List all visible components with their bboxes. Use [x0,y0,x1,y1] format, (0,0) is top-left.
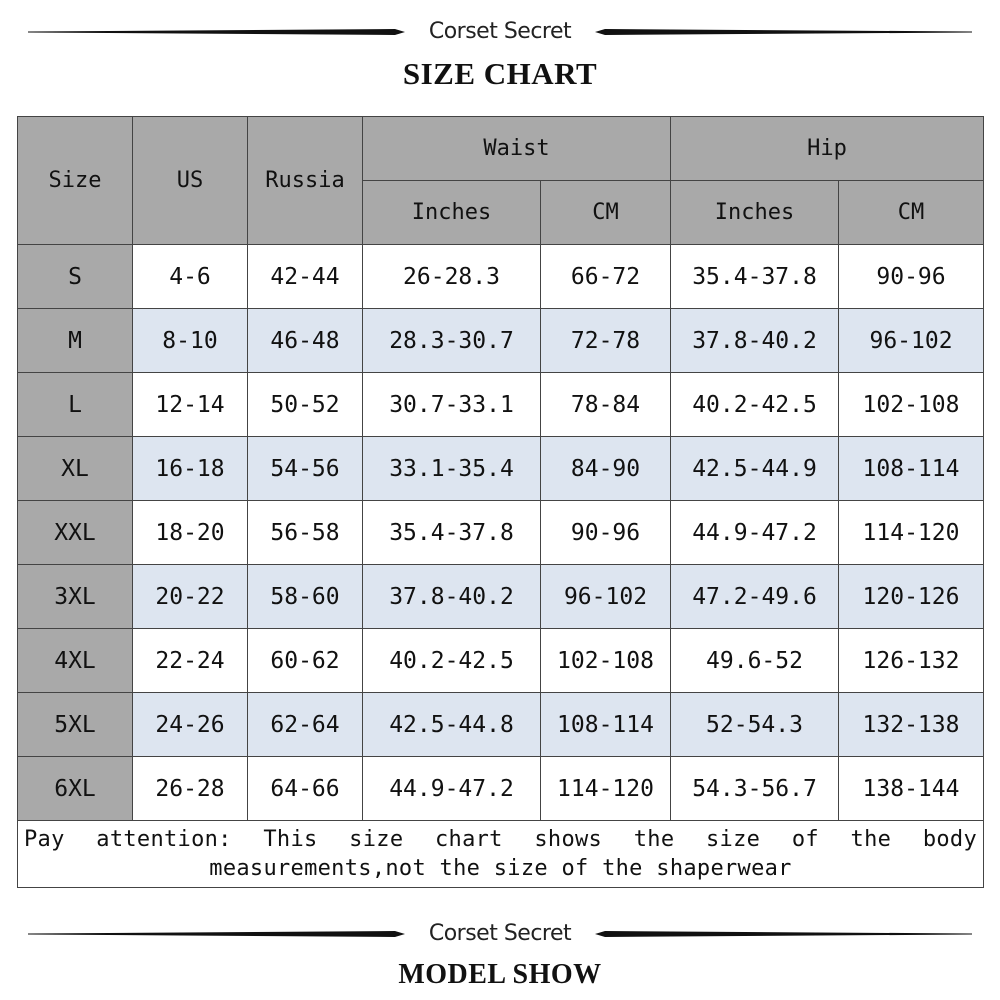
russia-cell: 60-62 [248,629,363,693]
us-cell: 20-22 [133,565,248,629]
us-cell: 22-24 [133,629,248,693]
waist-cm-cell: 66-72 [541,245,671,309]
brand-name: Corset Secret [428,921,572,946]
hip-cm-cell: 108-114 [839,437,984,501]
us-cell: 12-14 [133,373,248,437]
table-row [18,693,984,757]
note-row [18,821,984,888]
waist-inches-cell: 37.8-40.2 [363,565,541,629]
table-row [18,309,984,373]
size-cell: XL [18,437,133,501]
brand-banner-top [0,12,1000,52]
hip-cm-cell: 126-132 [839,629,984,693]
header-waist-cm: CM [541,181,671,245]
brand-banner-bottom [0,914,1000,954]
waist-inches-cell: 26-28.3 [363,245,541,309]
table-row [18,245,984,309]
us-cell: 8-10 [133,309,248,373]
russia-cell: 64-66 [248,757,363,821]
waist-inches-cell: 42.5-44.8 [363,693,541,757]
hip-cm-cell: 132-138 [839,693,984,757]
header-waist-inches: Inches [363,181,541,245]
waist-inches-cell: 30.7-33.1 [363,373,541,437]
hip-inches-cell: 37.8-40.2 [671,309,839,373]
waist-cm-cell: 96-102 [541,565,671,629]
hip-inches-cell: 35.4-37.8 [671,245,839,309]
hip-inches-cell: 49.6-52 [671,629,839,693]
header-us: US [133,117,248,245]
hip-cm-cell: 102-108 [839,373,984,437]
section-title-model-show: MODEL SHOW [398,959,602,990]
size-chart-table [17,116,984,888]
hip-inches-cell: 52-54.3 [671,693,839,757]
waist-cm-cell: 90-96 [541,501,671,565]
table-row [18,437,984,501]
russia-cell: 58-60 [248,565,363,629]
size-cell: S [18,245,133,309]
russia-cell: 42-44 [248,245,363,309]
size-cell: L [18,373,133,437]
waist-inches-cell: 33.1-35.4 [363,437,541,501]
hip-cm-cell: 120-126 [839,565,984,629]
size-cell: 3XL [18,565,133,629]
russia-cell: 46-48 [248,309,363,373]
waist-cm-cell: 84-90 [541,437,671,501]
us-cell: 16-18 [133,437,248,501]
size-cell: XXL [18,501,133,565]
russia-cell: 50-52 [248,373,363,437]
header-hip: Hip [671,117,984,181]
header-size: Size [18,117,133,245]
russia-cell: 56-58 [248,501,363,565]
page-title: SIZE CHART [402,56,598,91]
hip-inches-cell: 47.2-49.6 [671,565,839,629]
note-text: Pay attention: This size chart shows the size of the body measurements,not the size of the shaperwear [18,821,984,888]
brand-name: Corset Secret [428,19,572,44]
size-cell: 5XL [18,693,133,757]
hip-inches-cell: 44.9-47.2 [671,501,839,565]
header-hip-inches: Inches [671,181,839,245]
table-row [18,373,984,437]
table-row [18,757,984,821]
table-row [18,501,984,565]
waist-cm-cell: 72-78 [541,309,671,373]
waist-cm-cell: 102-108 [541,629,671,693]
header-russia: Russia [248,117,363,245]
us-cell: 26-28 [133,757,248,821]
size-cell: 4XL [18,629,133,693]
waist-inches-cell: 40.2-42.5 [363,629,541,693]
waist-inches-cell: 28.3-30.7 [363,309,541,373]
size-cell: 6XL [18,757,133,821]
waist-inches-cell: 44.9-47.2 [363,757,541,821]
header-hip-cm: CM [839,181,984,245]
waist-cm-cell: 114-120 [541,757,671,821]
table-row [18,565,984,629]
size-cell: M [18,309,133,373]
hip-inches-cell: 40.2-42.5 [671,373,839,437]
us-cell: 4-6 [133,245,248,309]
table-row [18,629,984,693]
waist-inches-cell: 35.4-37.8 [363,501,541,565]
hip-cm-cell: 114-120 [839,501,984,565]
hip-cm-cell: 138-144 [839,757,984,821]
russia-cell: 54-56 [248,437,363,501]
us-cell: 18-20 [133,501,248,565]
russia-cell: 62-64 [248,693,363,757]
waist-cm-cell: 78-84 [541,373,671,437]
hip-cm-cell: 90-96 [839,245,984,309]
hip-inches-cell: 42.5-44.9 [671,437,839,501]
hip-cm-cell: 96-102 [839,309,984,373]
waist-cm-cell: 108-114 [541,693,671,757]
hip-inches-cell: 54.3-56.7 [671,757,839,821]
header-waist: Waist [363,117,671,181]
us-cell: 24-26 [133,693,248,757]
